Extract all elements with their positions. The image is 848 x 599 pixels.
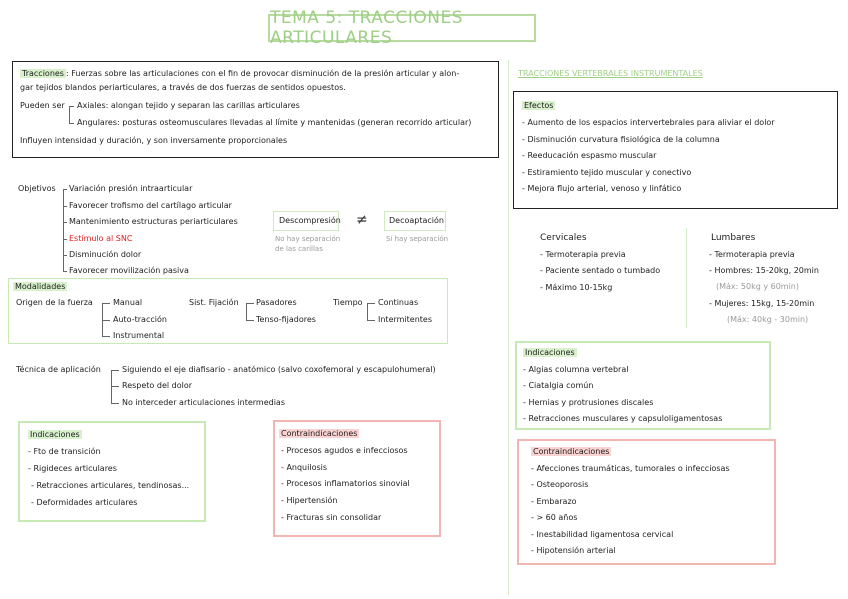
efecto-item: - Mejora flujo arterial, venoso y linfático (522, 184, 682, 193)
column-divider (508, 60, 509, 595)
bracket-tick (367, 320, 375, 321)
indicacion-item: - Retracciones articulares, tendinosas... (31, 481, 190, 490)
efectos-title: Efectos (524, 101, 554, 110)
objetivo-item: Mantenimiento estructuras periarticulares (69, 217, 238, 226)
vertebrales-indicaciones-title: Indicaciones (525, 348, 575, 357)
objetivos-bracket (63, 189, 64, 272)
lumbares-item: - Mujeres: 15kg, 15-20min (709, 299, 815, 308)
decoaptacion-label: Decoaptación (389, 216, 444, 225)
bracket-tick (63, 255, 67, 256)
tecnica-item: Siguiendo el eje diafisario - anatómico (salvo coxofemoral y escapulohumeral) (122, 365, 436, 374)
tracciones-term: Tracciones (22, 69, 64, 78)
contraindicacion-item: - Hipertensión (281, 496, 338, 505)
contraindicacion-item: - Fracturas sin consolidar (281, 513, 382, 522)
tecnica-item: No interceder articulaciones intermedias (122, 398, 285, 407)
tiempo-item: Continuas (378, 298, 419, 307)
fijacion-label: Sist. Fijación (189, 298, 239, 307)
lumbares-title: Lumbares (711, 233, 756, 243)
bracket-tick (111, 403, 119, 404)
cervicales-title: Cervicales (540, 233, 587, 243)
vertebrales-contra-item: - Afecciones traumáticas, tumorales o infecciosas (531, 464, 730, 473)
bracket-tick (246, 320, 254, 321)
descompresion-sub2: de las carillas (275, 245, 323, 253)
descompresion-label: Descompresión (279, 216, 341, 225)
cervicales-item: - Termoterapia previa (540, 250, 626, 259)
title-box (268, 8, 536, 48)
pueden-ser-label: Pueden ser (20, 101, 65, 110)
vertebrales-contra-item: - Embarazo (531, 497, 577, 506)
tracciones-def-line1 (20, 69, 459, 79)
indicaciones-title: Indicaciones (30, 430, 80, 439)
vertebrales-contra-item: - > 60 años (531, 513, 578, 522)
bracket-tick (111, 386, 119, 387)
modalidades-title (13, 282, 67, 292)
vertebrales-contra-item: - Inestabilidad ligamentosa cervical (531, 530, 674, 539)
influyen-text: Influyen intensidad y duración, y son inversamente proporcionales (20, 136, 288, 145)
axiales-text: Axiales: alongan tejido y separan las carillas articulares (77, 101, 300, 110)
vertebrales-indicacion-item: - Algias columna vertebral (523, 365, 629, 374)
decoaptacion-sub: Sí hay separación (386, 235, 449, 243)
origen-item: Instrumental (113, 331, 165, 340)
tracciones-def1: : Fuerzas sobre las articulaciones con el fin de provocar disminución de la presión articular y alon- (65, 69, 460, 78)
page-title: TEMA 5: TRACCIONES ARTICULARES (270, 8, 463, 48)
origen-label: Origen de la fuerza (16, 298, 93, 307)
fijacion-bracket (246, 303, 247, 320)
lumbares-item: - Termoterapia previa (709, 250, 795, 259)
bracket-tick (102, 320, 110, 321)
vertebrales-indicacion-item: - Ciatalgia común (523, 381, 594, 390)
vertebrales-title: TRACCIONES VERTEBRALES INSTRUMENTALES (518, 69, 703, 78)
lumbares-item: - Hombres: 15-20kg, 20min (709, 266, 819, 275)
objetivo-item: Disminución dolor (69, 250, 142, 259)
modalidades-box (8, 278, 448, 344)
indicacion-item: - Deformidades articulares (31, 498, 138, 507)
tecnica-item: Respeto del dolor (122, 381, 193, 390)
vertebrales-contra-title: Contraindicaciones (533, 447, 610, 456)
contraindicaciones-heading (279, 429, 359, 439)
objetivo-item: Favorecer movilización pasiva (69, 266, 189, 275)
tracciones-def2: gar tejidos blandos periarticulares, a través de dos fuerzas de sentidos opuestos. (20, 83, 346, 92)
tiempo-item: Intermitentes (378, 315, 433, 324)
contraindicacion-item: - Procesos agudos e infecciosos (281, 446, 408, 455)
origen-item: Auto-tracción (113, 315, 167, 324)
indicaciones-heading (28, 430, 82, 440)
vertebrales-contra-item: - Hipotensión arterial (531, 546, 616, 555)
fijacion-item: Pasadores (256, 298, 297, 307)
bracket-tick (69, 123, 74, 124)
pueden-ser-bracket (69, 106, 70, 123)
vertebrales-contra-heading (531, 447, 611, 457)
bracket-tick (63, 239, 67, 240)
bracket-tick (63, 189, 67, 190)
objetivo-item: Variación presión intraarticular (69, 184, 193, 193)
not-equal-sign: ≠ (356, 212, 368, 228)
efectos-heading (522, 101, 555, 111)
origen-item: Manual (113, 298, 143, 307)
bracket-tick (102, 303, 110, 304)
bracket-tick (63, 271, 67, 272)
lumbares-note: (Máx: 40kg - 30min) (727, 315, 809, 324)
efecto-item: - Disminución curvatura fisiológica de la columna (522, 135, 720, 144)
vertebrales-contra-item: - Osteoporosis (531, 480, 589, 489)
bracket-tick (63, 206, 67, 207)
bracket-tick (102, 336, 110, 337)
modalidades-label: Modalidades (15, 282, 66, 291)
contraindicacion-item: - Procesos inflamatorios sinovial (281, 479, 410, 488)
objetivos-label: Objetivos (18, 184, 56, 193)
contraindicacion-item: - Anquilosis (281, 463, 328, 472)
lumbares-note: (Máx: 50kg y 60min) (716, 282, 799, 291)
efecto-item: - Estiramiento tejido muscular y conectivo (522, 168, 692, 177)
bracket-tick (63, 222, 67, 223)
fijacion-item: Tenso-fijadores (256, 315, 316, 324)
bracket-tick (367, 303, 375, 304)
bracket-tick (246, 303, 254, 304)
efecto-item: - Reeducación espasmo muscular (522, 151, 657, 160)
bracket-tick (111, 370, 119, 371)
bracket-tick (69, 106, 74, 107)
vertebrales-indicaciones-heading (523, 348, 577, 358)
tiempo-label: Tiempo (333, 298, 363, 307)
cervicales-item: - Máximo 10-15kg (540, 283, 613, 292)
angulares-text: Angulares: posturas osteomusculares llevadas al límite y mantenidas (generan recorrido articular) (77, 118, 472, 127)
efecto-item: - Aumento de los espacios intervertebrales para aliviar el dolor (522, 118, 775, 127)
vertebrales-indicacion-item: - Hernias y protrusiones discales (523, 398, 654, 407)
cervicales-item: - Paciente sentado o tumbado (540, 266, 661, 275)
contraindicaciones-title: Contraindicaciones (281, 429, 358, 438)
tecnica-label: Técnica de aplicación (16, 365, 101, 374)
cervical-lumbar-divider (686, 228, 687, 328)
objetivo-item: Favorecer trofismo del cartílago articular (69, 201, 232, 210)
tiempo-bracket (367, 303, 368, 320)
vertebrales-indicacion-item: - Retracciones musculares y capsuloligamentosas (523, 414, 723, 423)
indicacion-item: - Fto de transición (28, 447, 101, 456)
indicacion-item: - Rigideces articulares (28, 464, 117, 473)
descompresion-sub1: No hay separación (275, 235, 341, 243)
objetivo-item-highlight: Estímulo al SNC (69, 234, 133, 243)
